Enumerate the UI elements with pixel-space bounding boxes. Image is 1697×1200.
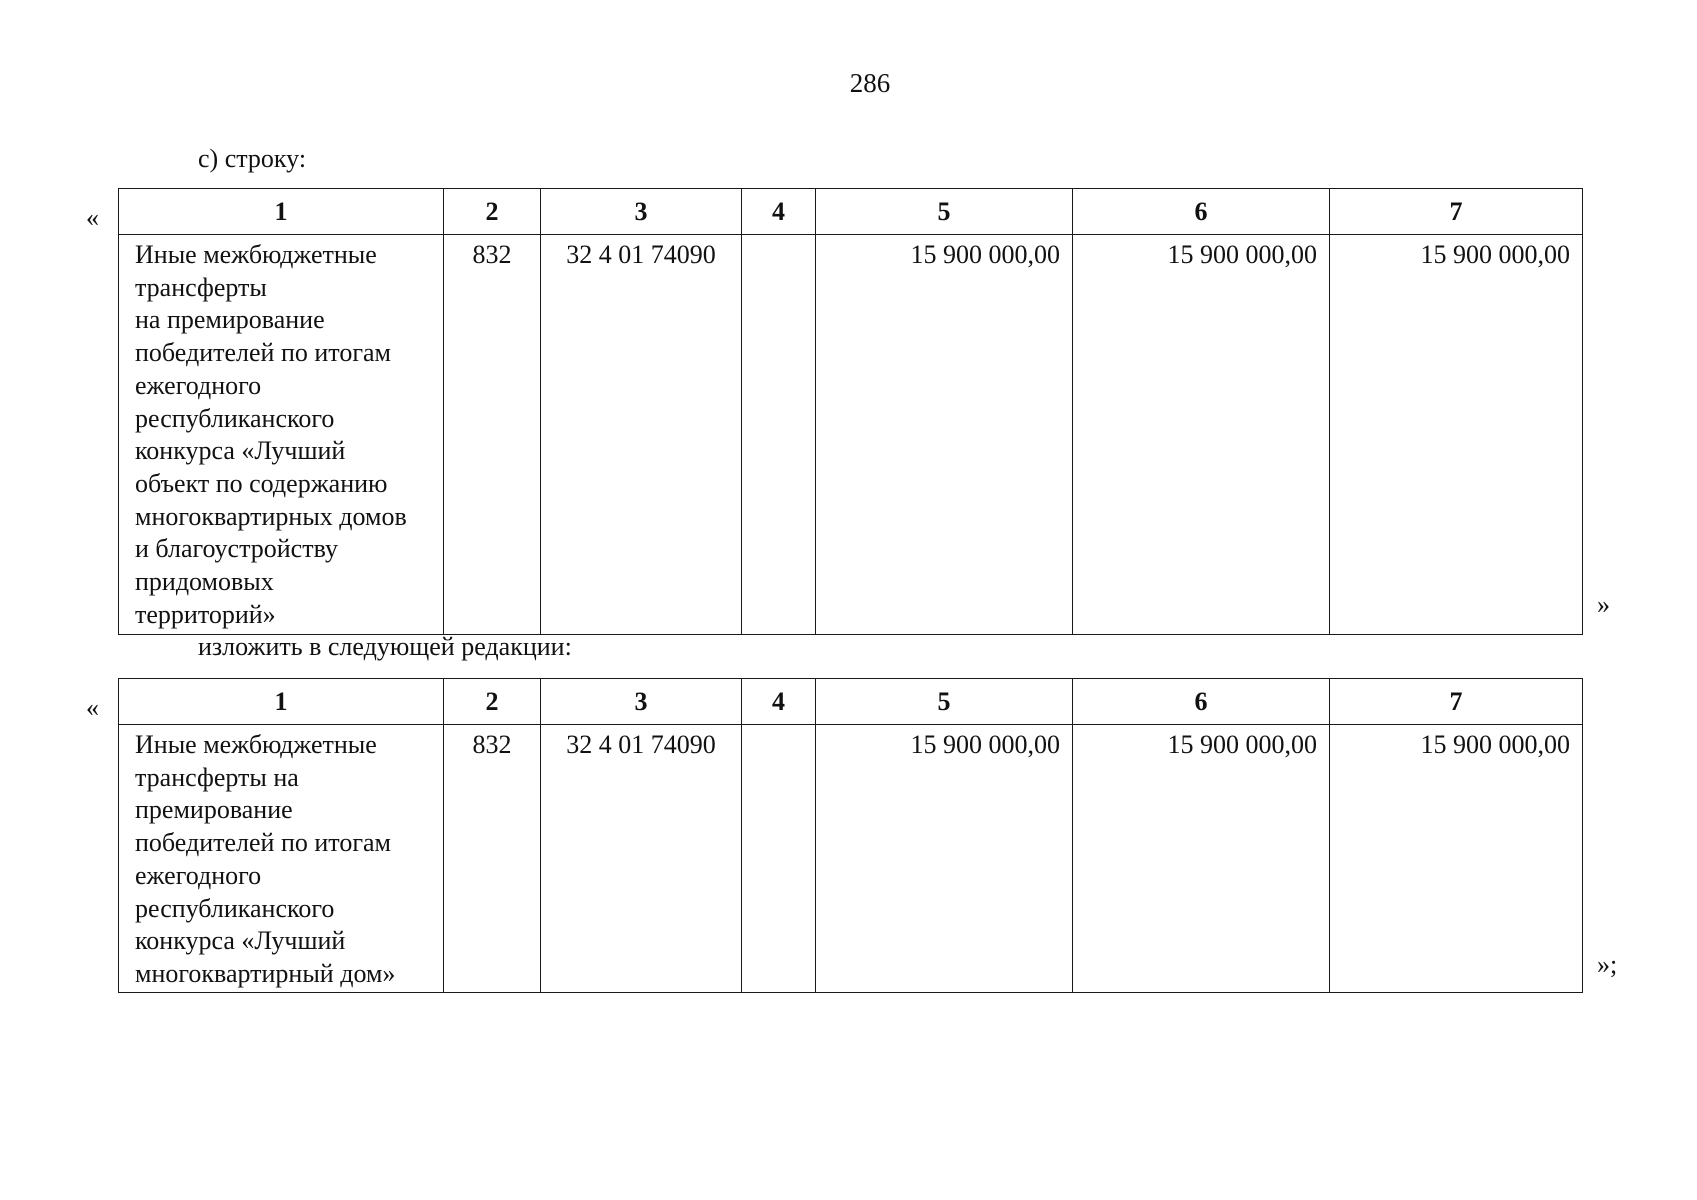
description-line: трансферты на — [135, 762, 299, 792]
table-new-header-row — [119, 679, 1583, 725]
header-col-3: 3 — [541, 679, 742, 725]
header-col-1: 1 — [119, 189, 444, 235]
row-amount-6: 15 900 000,00 — [1073, 725, 1330, 993]
table-new — [118, 678, 1583, 993]
header-col-7: 7 — [1330, 189, 1583, 235]
description-line: и благоустройству — [135, 534, 338, 564]
transition-label: изложить в следующей редакции: — [198, 632, 572, 661]
row-col4 — [742, 725, 816, 993]
row-kbk: 32 4 01 74090 — [541, 725, 742, 993]
table-old-header-row — [119, 189, 1583, 235]
page-number: 286 — [849, 68, 891, 98]
intro-label: c) строку: — [198, 144, 307, 173]
description-line: трансферты — [135, 272, 267, 302]
description-line: ежегодного — [135, 370, 262, 400]
description-line: на премирование — [135, 305, 325, 335]
description-line: Иные межбюджетные — [135, 240, 377, 269]
row-amount-6: 15 900 000,00 — [1073, 235, 1330, 635]
header-col-2: 2 — [444, 189, 541, 235]
row-amount-7: 15 900 000,00 — [1330, 725, 1583, 993]
header-col-5: 5 — [816, 189, 1073, 235]
description-line: территорий» — [135, 599, 276, 629]
header-col-1: 1 — [119, 679, 444, 725]
header-col-4: 4 — [742, 189, 816, 235]
description-line: республиканского — [135, 893, 335, 923]
close-quote-1: » — [1597, 590, 1610, 619]
close-quote-2: »; — [1597, 950, 1618, 979]
description-line: Иные межбюджетные — [135, 730, 377, 759]
description-line: победителей по итогам — [135, 828, 391, 858]
description-line: многоквартирных домов — [135, 501, 407, 531]
table-old — [118, 188, 1583, 635]
description-line: конкурса «Лучший — [135, 436, 346, 466]
open-quote-1: « — [86, 203, 99, 232]
description-line: придомовых — [135, 567, 274, 597]
row-kbk: 32 4 01 74090 — [541, 235, 742, 635]
description-line: конкурса «Лучший — [135, 926, 346, 956]
row-code: 832 — [444, 235, 541, 635]
header-col-5: 5 — [816, 679, 1073, 725]
description-line: республиканского — [135, 403, 335, 433]
table-old-row — [119, 235, 1583, 635]
header-col-4: 4 — [742, 679, 816, 725]
table-new-row — [119, 725, 1583, 993]
description-line: победителей по итогам — [135, 338, 391, 368]
description-line: многоквартирный дом» — [135, 958, 396, 988]
description-line: ежегодного — [135, 860, 262, 890]
row-code: 832 — [444, 725, 541, 993]
description-line: премирование — [135, 795, 293, 825]
row-description — [119, 235, 444, 635]
row-amount-5: 15 900 000,00 — [816, 235, 1073, 635]
open-quote-2: « — [86, 693, 99, 722]
row-col4 — [742, 235, 816, 635]
row-description — [119, 725, 444, 993]
header-col-2: 2 — [444, 679, 541, 725]
header-col-6: 6 — [1073, 189, 1330, 235]
row-amount-7: 15 900 000,00 — [1330, 235, 1583, 635]
header-col-6: 6 — [1073, 679, 1330, 725]
description-line: объект по содержанию — [135, 468, 388, 498]
header-col-3: 3 — [541, 189, 742, 235]
row-amount-5: 15 900 000,00 — [816, 725, 1073, 993]
header-col-7: 7 — [1330, 679, 1583, 725]
